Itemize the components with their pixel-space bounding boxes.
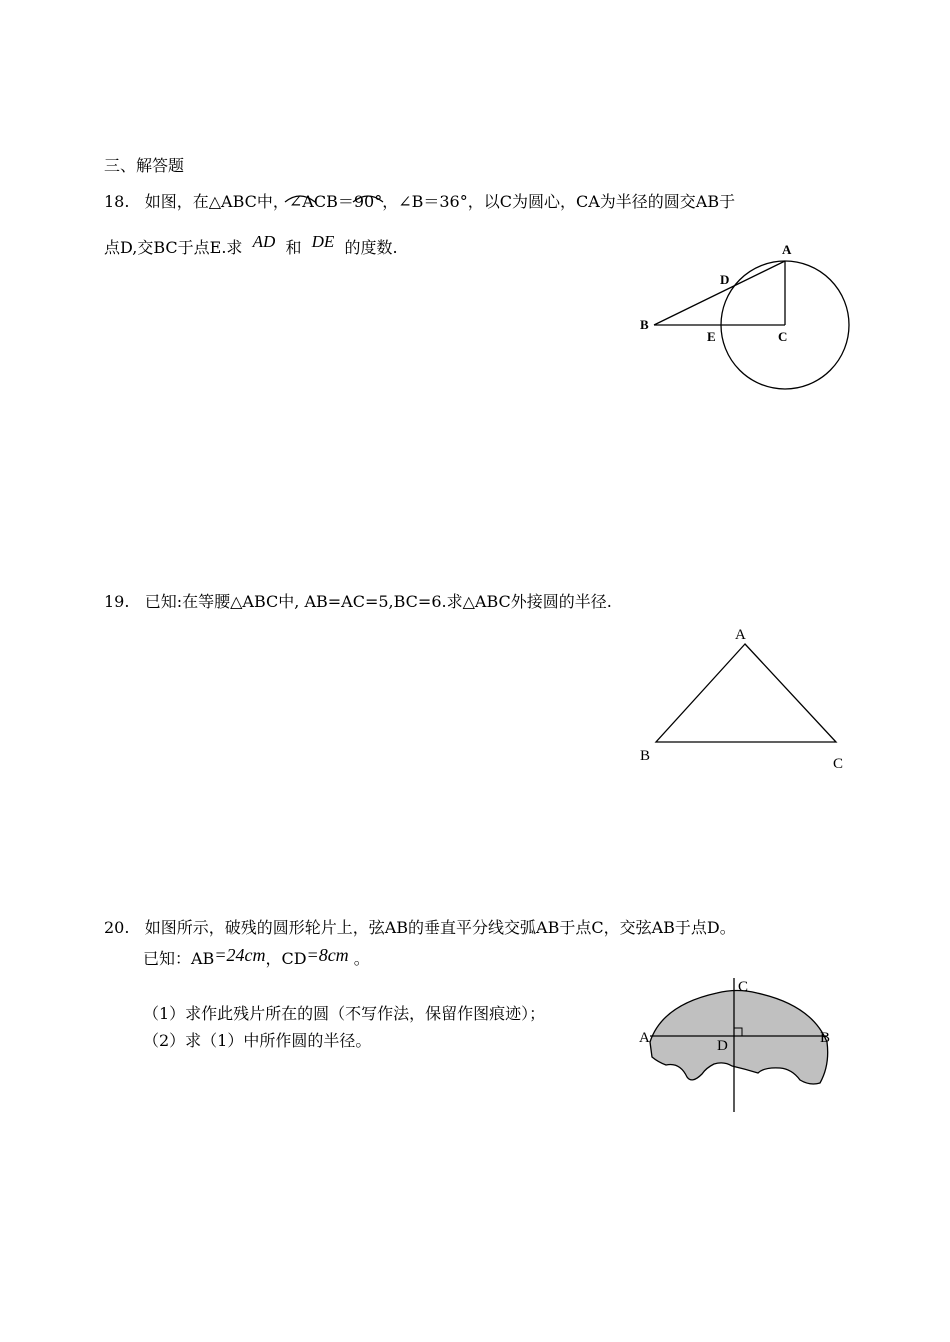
q18-arc-ad [252, 232, 276, 259]
label-b: B [640, 317, 649, 332]
q18-arc-de [311, 232, 335, 259]
arc-mark-de [353, 196, 383, 202]
q18-text-2b: 的度数. [344, 238, 398, 257]
q18-line-1 [104, 191, 735, 213]
q18-text-1b: 中，∠ACB＝90°，∠B＝36°，以C为圆心，CA为半径的圆交AB于 [256, 192, 736, 211]
q20-cd-value: =8cm [306, 945, 349, 965]
q20-figure [632, 970, 852, 1120]
label-e: E [707, 329, 716, 344]
q18-number: 18. [104, 192, 130, 211]
q18-arc-marks [280, 188, 390, 208]
q20-ab-value: =24cm [214, 945, 266, 965]
label-a: A [639, 1030, 650, 1046]
label-a: A [782, 242, 792, 257]
q20-given-prefix: 已知：AB [143, 949, 215, 968]
q18-arc-de-label: DE [311, 232, 335, 251]
q18-text-2a: 点D,交BC于点E.求 [104, 238, 243, 257]
label-a: A [735, 627, 746, 643]
arc-mark-ad [285, 196, 315, 202]
label-c: C [833, 756, 844, 772]
triangle-abc [656, 644, 836, 742]
section-title: 三、解答题 [104, 156, 185, 175]
q20-number: 20. [104, 918, 130, 937]
q20-sub-1: （1）求作此残片所在的圆（不写作法，保留作图痕迹）； [143, 1004, 546, 1023]
q19-text: 已知:在等腰△ABC中, AB=AC=5,BC=6.求△ABC外接圆的半径. [144, 592, 612, 611]
q18-text-1a: 如图，在△ABC [144, 192, 257, 211]
q18-line-2 [104, 232, 398, 259]
q20-sub-2: （2）求（1）中所作圆的半径。 [143, 1031, 372, 1050]
broken-disc-fragment [650, 991, 831, 1085]
q19-line [104, 591, 612, 613]
q18-arc-ad-label: AD [252, 232, 276, 251]
label-c: C [778, 329, 788, 344]
label-c: C [738, 979, 749, 995]
label-d: D [717, 1038, 728, 1054]
q18-conj: 和 [285, 238, 302, 257]
q20-line-2 [143, 947, 370, 970]
q19-figure [630, 620, 860, 780]
q20-sep: ，CD [265, 949, 307, 968]
q20-end: 。 [353, 949, 370, 968]
segment-ab [654, 261, 785, 325]
label-b: B [640, 748, 651, 764]
label-b: B [820, 1030, 831, 1046]
q20-line-1 [104, 917, 736, 939]
q20-text-1: 如图所示，破残的圆形轮片上，弦AB的垂直平分线交弧AB于点C，交弦AB于点D。 [144, 918, 736, 937]
label-d: D [720, 272, 730, 287]
q18-figure [630, 235, 860, 400]
q19-number: 19. [104, 592, 130, 611]
